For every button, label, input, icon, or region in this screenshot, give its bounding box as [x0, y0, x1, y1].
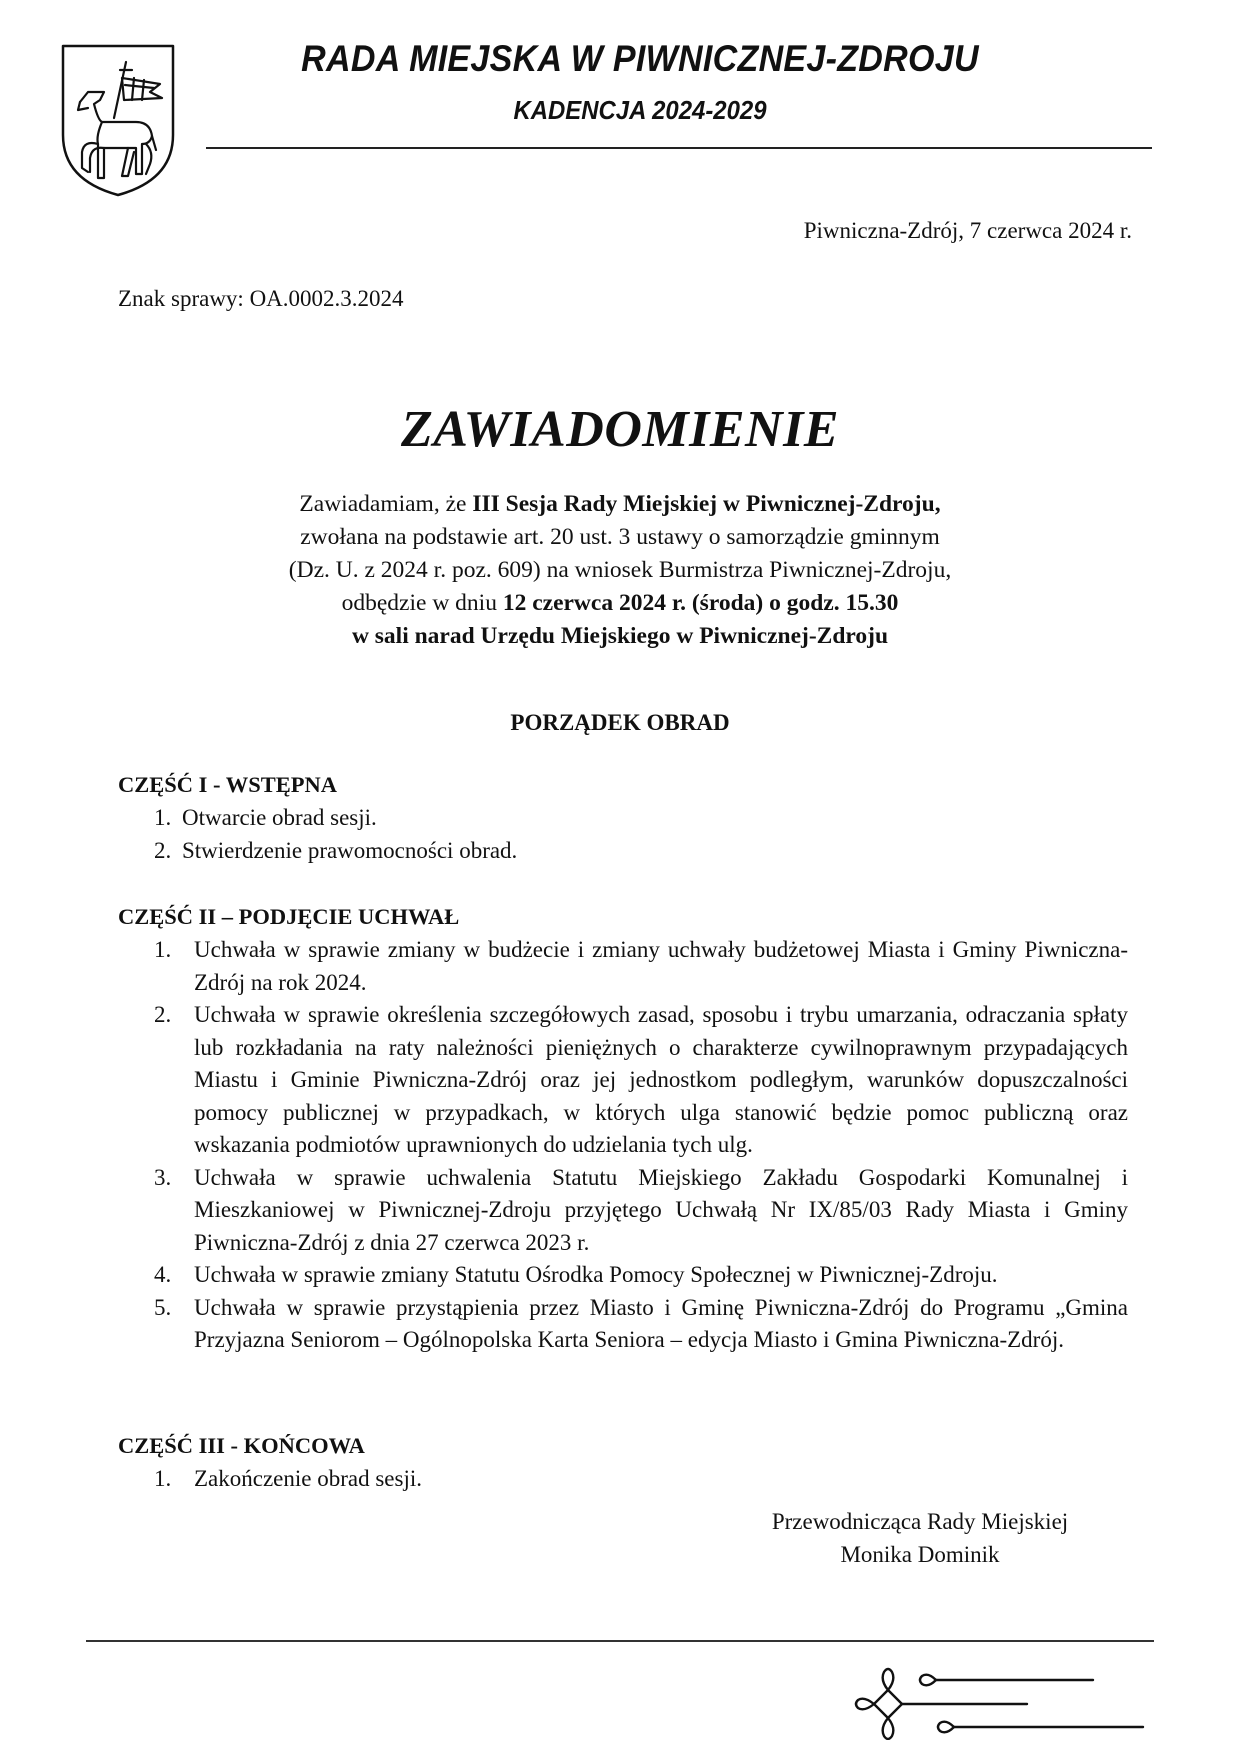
- footer-divider: [86, 1640, 1154, 1642]
- agenda-item: [118, 802, 1128, 835]
- agenda-item: [118, 1292, 1128, 1357]
- item-number: 2.: [154, 1002, 172, 1027]
- decorative-flourish-icon: [850, 1660, 1150, 1740]
- section-heading: CZĘŚĆ II – PODJĘCIE UCHWAŁ: [118, 904, 460, 929]
- item-number: 5.: [154, 1294, 172, 1320]
- item-number: 1.: [154, 937, 172, 962]
- item-number: 1.: [154, 805, 172, 830]
- intro-text: Zawiadamiam, że: [299, 491, 473, 517]
- session-location: w sali narad Urzędu Miejskiego w Piwnicznej-Zdroju: [351, 623, 889, 649]
- item-number: 4.: [154, 1262, 172, 1287]
- case-reference: Znak sprawy: OA.0002.3.2024: [118, 286, 404, 311]
- document-title: ZAWIADOMIENIE: [400, 401, 840, 458]
- item-text: Uchwała w sprawie uchwalenia Statutu Miejskiego Zakładu Gospodarki Komunalnej i Mieszkaniowej w Piwnicznej-Zdroju przyjętego Uchwałą Nr IX/85/03 Rady Miasta i Gminy Piwniczna-Zdrój z dnia 27 czerwca 2023 r.: [194, 1164, 1128, 1255]
- item-number: 3.: [154, 1164, 172, 1190]
- signature-block: [720, 1505, 1120, 1571]
- signatory-role: Przewodnicząca Rady Miejskiej: [771, 1509, 1069, 1534]
- agenda-item: [118, 999, 1128, 1162]
- term-subheading: KADENCJA 2024-2029: [513, 95, 767, 125]
- item-text: Uchwała w sprawie zmiany Statutu Ośrodka Pomocy Społecznej w Piwnicznej-Zdroju.: [194, 1262, 998, 1287]
- section-heading: CZĘŚĆ III - KOŃCOWA: [118, 1433, 365, 1458]
- signatory-name: Monika Dominik: [840, 1542, 1000, 1567]
- header-divider: [206, 147, 1152, 149]
- intro-line-4: [180, 587, 1060, 620]
- coat-of-arms-icon: [58, 40, 178, 200]
- agenda-item: [118, 1162, 1128, 1260]
- item-text: Uchwała w sprawie określenia szczegółowych zasad, sposobu i trybu umarzania, odraczania spłaty lub rozkładania na raty należności pieniężnych o charakterze cywilnoprawnym przypadających Miastu i Gminie Piwniczna-Zdrój oraz jej jednostkom podległym, warunków dopuszczalności pomocy publicznej w przypadkach, w których ulga stanowić będzie pomoc publiczną oraz wskazania podmiotów uprawnionych do udzielania tych ulg.: [194, 1002, 1128, 1157]
- section-heading: CZĘŚĆ I - WSTĘPNA: [118, 772, 338, 797]
- intro-line-1: [180, 488, 1060, 521]
- item-text: Uchwała w sprawie przystąpienia przez Miasto i Gminę Piwniczna-Zdrój do Programu „Gmina Przyjazna Seniorom – Ogólnopolska Karta Seniora – edycja Miasto i Gmina Piwniczna-Zdrój.: [194, 1294, 1128, 1352]
- agenda-item: [118, 1463, 1128, 1496]
- agenda-item: [118, 1259, 1128, 1292]
- agenda-item: [118, 934, 1128, 999]
- place-and-date: Piwniczna-Zdrój, 7 czerwca 2024 r.: [803, 218, 1132, 243]
- item-number: 1.: [154, 1466, 172, 1491]
- item-text: Uchwała w sprawie zmiany w budżecie i zmiany uchwały budżetowej Miasta i Gminy Piwniczna-Zdrój na rok 2024.: [194, 937, 1128, 995]
- agenda-title: PORZĄDEK OBRAD: [510, 710, 730, 735]
- council-name-heading: RADA MIEJSKA W PIWNICZNEJ-ZDROJU: [301, 38, 979, 79]
- intro-line-2: zwołana na podstawie art. 20 ust. 3 ustawy o samorządzie gminnym: [300, 524, 940, 550]
- session-datetime: 12 czerwca 2024 r. (środa) o godz. 15.30: [502, 590, 899, 616]
- item-text: Otwarcie obrad sesji.: [182, 805, 377, 830]
- notice-paragraph: [180, 488, 1060, 653]
- intro-line-3: (Dz. U. z 2024 r. poz. 609) na wniosek Burmistrza Piwnicznej-Zdroju,: [288, 557, 952, 583]
- section-2-list: [118, 934, 1128, 1357]
- intro-text: odbędzie w dniu: [341, 590, 503, 616]
- item-number: 2.: [154, 837, 172, 863]
- agenda-item: [118, 835, 1128, 868]
- item-text: Stwierdzenie prawomocności obrad.: [182, 837, 518, 863]
- section-1-list: [118, 802, 1128, 867]
- item-text: Zakończenie obrad sesji.: [194, 1466, 422, 1491]
- section-3-list: [118, 1463, 1128, 1496]
- session-name: III Sesja Rady Miejskiej w Piwnicznej-Zdroju,: [472, 491, 941, 517]
